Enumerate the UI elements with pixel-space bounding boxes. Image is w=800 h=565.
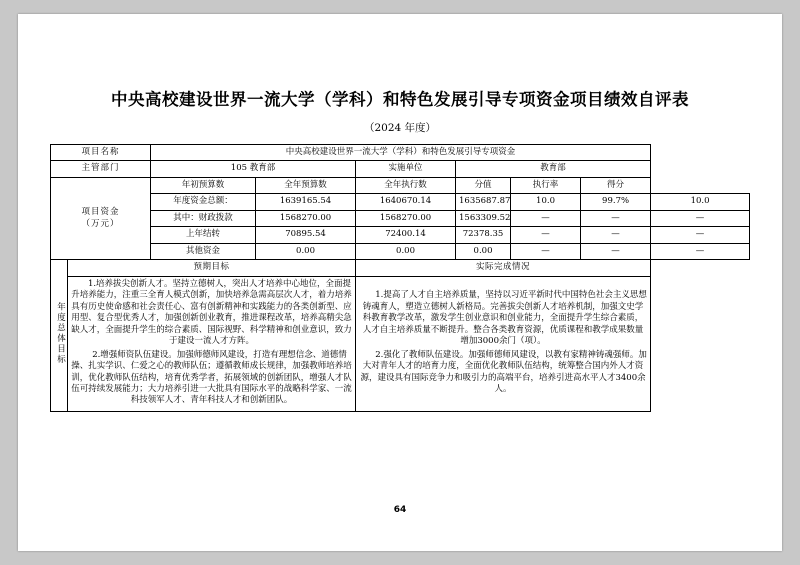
performance-self-evaluation-table <box>50 144 750 412</box>
department-value: 105 教育部 <box>151 161 356 177</box>
fund-row-execution-rate: — <box>581 210 651 226</box>
table-row-goal-headers <box>51 260 750 276</box>
fund-row-execution-rate: — <box>581 243 651 259</box>
fund-row-points: — <box>651 243 750 259</box>
project-name-label: 项目名称 <box>51 145 151 161</box>
fund-row-name: 年度资金总额： <box>151 194 256 210</box>
table-row <box>51 194 750 210</box>
fund-row-full-year-executed: 72378.35 <box>456 227 511 243</box>
actual-completion-text <box>356 276 651 411</box>
fund-row-score: — <box>511 210 581 226</box>
table-row-project-name <box>51 145 750 161</box>
expected-goal-text <box>68 276 356 411</box>
fund-row-annual-budget: 0.00 <box>256 243 356 259</box>
annual-overall-goal-label: 年度总体目标 <box>51 260 68 412</box>
actual-completion-paragraph: 1.提高了人才自主培养质量，坚持以习近平新时代中国特色社会主义思想铸魂育人，塑造立德树人新格局。完善拔尖创新人才培养机制，加强文史学科教育教学改革，激发学生创业意识和创业能力，全面提升学生综合素质，人才自主培养质量不断提升。整合各类教育资源，优质课程和教学成果数量增加3000余门（项）。 <box>362 290 647 347</box>
fund-row-name: 其中：财政拨款 <box>151 210 256 226</box>
fund-row-points: — <box>651 210 750 226</box>
fund-row-annual-budget: 1639165.54 <box>256 194 356 210</box>
fund-row-score: — <box>511 243 581 259</box>
actual-completion-paragraph: 2.强化了教师队伍建设。加强师德师风建设，以教有家精神铸魂强师。加大对青年人才的培育力度，全面优化教师队伍结构，统筹整合国内外人才资源，建设具有国际竞争力和吸引力的高端平台，培养引进高水平人才3400余人。 <box>360 349 647 394</box>
table-row <box>51 243 750 259</box>
project-name-value: 中央高校建设世界一流大学（学科）和特色发展引导专项资金 <box>151 145 651 161</box>
fund-row-points: — <box>651 227 750 243</box>
col-header-points: 得分 <box>581 177 651 193</box>
page-title: 中央高校建设世界一流大学（学科）和特色发展引导专项资金项目绩效自评表 <box>111 90 689 109</box>
fund-row-full-year-budget: 1640670.14 <box>356 194 456 210</box>
fund-row-full-year-budget: 1568270.00 <box>356 210 456 226</box>
col-header-execution-rate: 执行率 <box>511 177 581 193</box>
actual-completion-header: 实际完成情况 <box>356 260 651 276</box>
col-header-full-year-executed: 全年执行数 <box>356 177 456 193</box>
fund-row-annual-budget: 1568270.00 <box>256 210 356 226</box>
page-number: 64 <box>393 505 407 515</box>
page-subtitle: （2024 年度） <box>363 122 437 134</box>
implement-unit-value: 教育部 <box>456 161 651 177</box>
fund-row-full-year-executed: 1635687.87 <box>456 194 511 210</box>
col-header-score: 分值 <box>456 177 511 193</box>
fund-row-score: — <box>511 227 581 243</box>
fund-row-execution-rate: 99.7% <box>581 194 651 210</box>
table-row <box>51 210 750 226</box>
fund-row-full-year-budget: 72400.14 <box>356 227 456 243</box>
document-page <box>18 14 782 551</box>
implement-unit-label: 实施单位 <box>356 161 456 177</box>
table-row-goal-body <box>51 276 750 411</box>
funds-label-line2: （万元） <box>81 218 120 229</box>
fund-row-name: 其他资金 <box>151 243 256 259</box>
fund-row-name: 上年结转 <box>151 227 256 243</box>
fund-row-score: 10.0 <box>511 194 581 210</box>
funds-label <box>51 177 151 259</box>
fund-row-full-year-executed: 1563309.52 <box>456 210 511 226</box>
col-header-annual-budget: 年初预算数 <box>151 177 256 193</box>
fund-row-annual-budget: 70895.54 <box>256 227 356 243</box>
expected-goal-header: 预期目标 <box>68 260 356 276</box>
expected-goal-paragraph: 2.增强师资队伍建设。加强师德师风建设，打造有理想信念、道德情操、扎实学识、仁爱之心的教师队伍；遵循教师成长规律，加强教师培养培训，优化教师队伍结构，培育优秀学者，拓展领域的创新团队，增强人才队伍可持续发展能力；大力培养引进一大批具有国际水平的战略科学家、一流科技领军人才、青年科技人才和创新团队。 <box>71 349 352 406</box>
table-row <box>51 227 750 243</box>
expected-goal-paragraph: 1.培养拔尖创新人才。坚持立德树人，突出人才培养中心地位，全面提升培养能力，注重三全育人模式创新，加快培养急需高层次人才，着力培养具有历史使命感和社会责任心、富有创新精神和实践能力的各类创新型、应用型、复合型优秀人才，加强创新创业教育，推进课程改革，培养高精尖急缺人才，全面提升学生的综合素质、国际视野、科学精神和创业意识，致力于建设一流人才方阵。 <box>71 278 352 347</box>
table-row-funds-header <box>51 177 750 193</box>
fund-row-full-year-executed: 0.00 <box>456 243 511 259</box>
fund-row-full-year-budget: 0.00 <box>356 243 456 259</box>
department-label: 主管部门 <box>51 161 151 177</box>
table-row-department <box>51 161 750 177</box>
fund-row-execution-rate: — <box>581 227 651 243</box>
col-header-full-year-budget: 全年预算数 <box>256 177 356 193</box>
fund-row-points: 10.0 <box>651 194 750 210</box>
funds-label-line1: 项目资金 <box>81 207 120 218</box>
